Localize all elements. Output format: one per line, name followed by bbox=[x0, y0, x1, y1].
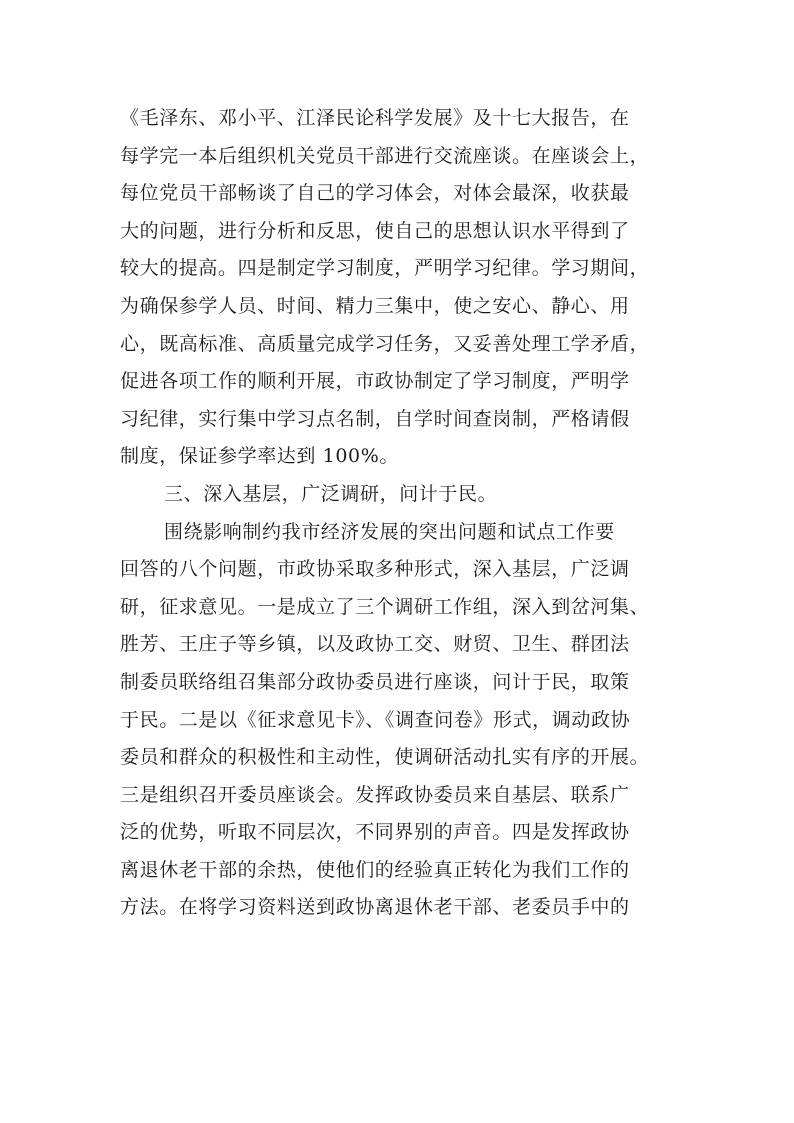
body-text bbox=[120, 100, 680, 927]
text-line: 胜芳、王庄子等乡镇，以及政协工交、财贸、卫生、群团法 bbox=[120, 633, 630, 656]
text-line: 制委员联络组召集部分政协委员进行座谈，问计于民，取策 bbox=[120, 670, 630, 693]
text-line: 委员和群众的积极性和主动性，使调研活动扎实有序的开展。 bbox=[120, 746, 650, 769]
text-line: 研，征求意见。一是成立了三个调研工作组，深入到岔河集、 bbox=[120, 595, 650, 618]
text-line: 促进各项工作的顺利开展，市政协制定了学习制度，严明学 bbox=[120, 370, 630, 393]
text-line: 《毛泽东、邓小平、江泽民论科学发展》及十七大报告，在 bbox=[120, 107, 630, 129]
text-line: 每学完一本后组织机关党员干部进行交流座谈。在座谈会上， bbox=[120, 144, 650, 167]
text-line: 离退休老干部的余热，使他们的经验真正转化为我们工作的 bbox=[120, 858, 630, 881]
text-line: 习纪律，实行集中学习点名制，自学时间查岗制，严格请假 bbox=[120, 407, 630, 430]
text-line: 方法。在将学习资料送到政协离退休老干部、老委员手中的 bbox=[120, 896, 630, 919]
section-heading: 三、深入基层，广泛调研，问计于民。 bbox=[164, 482, 498, 505]
text-line: 较大的提高。四是制定学习制度，严明学习纪律。学习期间， bbox=[120, 257, 650, 280]
text-line: 大的问题，进行分析和反思，使自己的思想认识水平得到了 bbox=[120, 219, 630, 242]
text-line: 泛的优势，听取不同层次，不同界别的声音。四是发挥政协 bbox=[120, 821, 630, 844]
text-line: 为确保参学人员、时间、精力三集中，使之安心、静心、用 bbox=[120, 294, 630, 317]
text-line: 心，既高标准、高质量完成学习任务，又妥善处理工学矛盾， bbox=[120, 332, 650, 355]
text-line: 制度，保证参学率达到 100%。 bbox=[120, 445, 399, 468]
text-line: 三是组织召开委员座谈会。发挥政协委员来自基层、联系广 bbox=[120, 783, 630, 806]
text-line: 回答的八个问题，市政协采取多种形式，深入基层，广泛调 bbox=[120, 558, 630, 581]
text-line: 围绕影响制约我市经济发展的突出问题和试点工作要 bbox=[164, 520, 615, 543]
text-line: 于民。二是以《征求意见卡》、《调查问卷》形式，调动政协 bbox=[120, 708, 631, 731]
text-line: 每位党员干部畅谈了自己的学习体会，对体会最深，收获最 bbox=[120, 182, 630, 205]
